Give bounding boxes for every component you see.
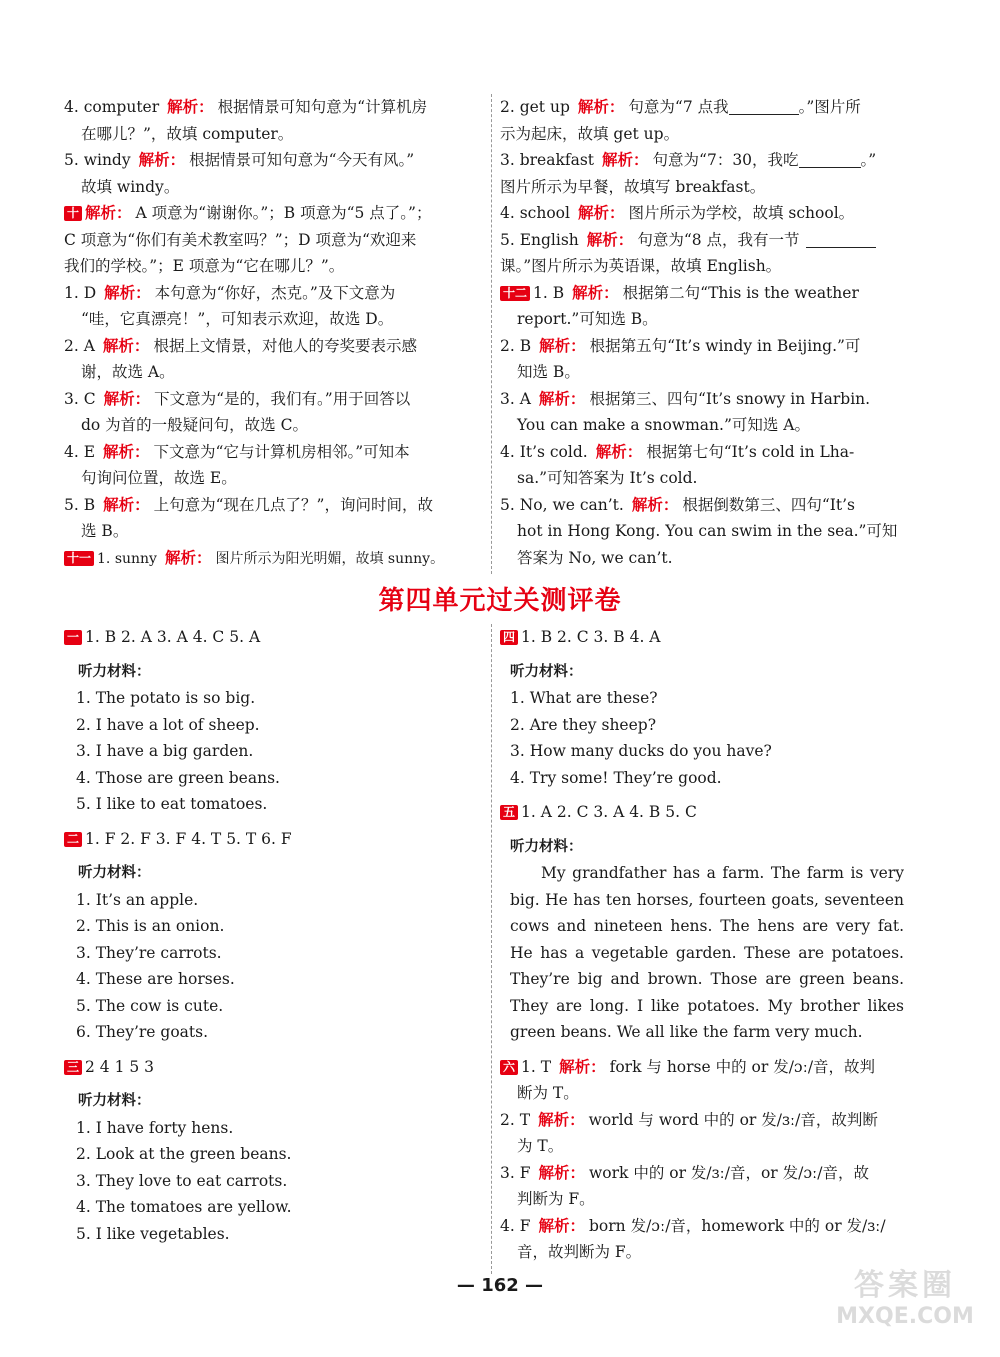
listening-passage: My grandfather has a farm. The farm is very big. He has ten horses, fourteen goats, seventeen cows and nineteen hens. The hens are very fat. He has a vegetable garden. These are potatoes. They’re big and brown. Those are green beans. They are long. I like potatoes. My brother likes green beans. We all like the farm very much. [510,864,904,1041]
listening-heading: 听力材料： [78,1093,151,1109]
answer-line: 2. get up 解析： 句意为“7 点我 。”图片所 [500,98,861,116]
listening-heading: 听力材料： [78,663,151,680]
section-title: 第四单元过关测评卷 [378,586,622,616]
section-badge: 二 [64,832,82,847]
listening-item: 3. How many ducks do you have? [510,742,772,760]
section-badge: 十 [64,206,82,221]
answer-line: sa.”可知答案为 It’s cold. [517,469,698,487]
answer-line: 音，故判断为 F。 [517,1243,642,1261]
listening-item: 1. What are these? [510,689,658,707]
answer-line: 判断为 F。 [517,1190,595,1208]
answer-line: 我们的学校。”；E 项意为“它在哪儿？”。 [64,257,345,275]
listening-item: 4. The tomatoes are yellow. [76,1198,292,1216]
listening-list [64,887,478,1046]
answer-line: 3. C 解析： 下文意为“是的，我们有。”用于回答以 [64,389,411,408]
answer-line: 4. F 解析： born 发/ɔː/音，homework 中的 or 发/ɜː/ [500,1216,886,1235]
answer-line: 选 B。 [81,522,129,540]
top-right-column [500,94,914,571]
listening-heading: 听力材料： [510,838,583,855]
listening-list [64,1115,478,1248]
answer-line: 2. T 解析： world 与 word 中的 or 发/ɜː/音，故判断 [500,1110,878,1129]
fill-blank [799,151,861,168]
section-badge: 四 [500,630,518,645]
answer-line: 为 T。 [517,1137,564,1155]
answer-line: 5. English 解析： 句意为“8 点，我有一节 [500,227,914,254]
listening-item: 2. I have a lot of sheep. [76,715,260,734]
section-badge: 三 [64,1060,82,1075]
answer-line: 3. F 解析： work 中的 or 发/ɜː/音，or 发/ɔː/音，故 [500,1163,869,1182]
answer-key: 三 2 4 1 5 3 [64,1054,478,1081]
listening-list [500,685,904,791]
listening-item: 3. They love to eat carrots. [76,1171,288,1190]
answer-line: 1. D 解析： 本句意为“你好，杰克。”及下文意为 [64,283,396,302]
section-badge: 五 [500,805,518,820]
section-12: 十二 1. B 解析： 根据第二句“This is the weather [500,280,914,307]
section-11: 十一 1. sunny 解析： 图片所示为阳光明媚，故填 sunny。 [64,545,478,573]
answer-line: 4. E 解析： 下文意为“它与计算机房相邻。”可知本 [64,442,410,461]
answer-line: 答案为 No, we can’t. [517,548,673,567]
answer-key: 四 1. B 2. C 3. B 4. A [500,624,904,651]
listening-heading: 听力材料： [78,865,151,881]
answer-line: C 项意为“你们有美术教室吗？”；D 项意为“欢迎来 [64,230,417,249]
answer-line: 断为 T。 [517,1084,579,1102]
answer-key: 五 1. A 2. C 3. A 4. B 5. C [500,799,904,826]
section-badge: 十二 [500,286,530,301]
listening-item: 3. They’re carrots. [76,943,222,962]
answer-line: report.”可知选 B。 [517,310,658,328]
answer-line: 六 1. T 解析： fork 与 horse 中的 or 发/ɔː/音，故判 [500,1054,904,1081]
answer-line: 4. computer 解析： 根据情景可知句意为“计算机房 [64,98,428,116]
column-divider [491,94,492,574]
answer-line: 4. It’s cold. 解析： 根据第七句“It’s cold in Lha- [500,442,855,461]
answer-line: 图片所示为早餐，故填写 breakfast。 [500,177,766,196]
listening-item: 5. I like vegetables. [76,1224,230,1243]
answer-line: hot in Hong Kong. You can swim in the sea.”可知 [517,522,898,540]
answer-key: 二 1. F 2. F 3. F 4. T 5. T 6. F [64,826,478,853]
answer-line: 5. windy 解析： 根据情景可知句意为“今天有风。” [64,151,415,169]
bottom-right-column [500,624,904,1266]
answer-line: 知选 B。 [517,363,580,381]
answer-line: 在哪儿？”，故填 computer。 [81,124,294,143]
answer-line: 2. B 解析： 根据第五句“It’s windy in Beijing.”可 [500,336,861,355]
watermark-logo: 答案圈 MXQE.COM [836,1268,974,1329]
section-10: 十 解析： A 项意为“谢谢你。”；B 项意为“5 点了。”； [64,200,478,227]
answer-line: 2. A 解析： 根据上文情景，对他人的夸奖要表示感 [64,336,417,355]
listening-item: 4. Try some! They’re good. [510,768,722,787]
listening-item: 1. I have forty hens. [76,1118,234,1137]
answer-line: 谢，故选 A。 [81,363,175,381]
section-badge: 六 [500,1060,518,1075]
listening-item: 1. It’s an apple. [76,890,199,909]
listening-list [64,685,478,818]
listening-item: 5. I like to eat tomatoes. [76,795,268,813]
answer-line: You can make a snowman.”可知选 A。 [517,416,810,434]
answer-line: 5. B 解析： 上句意为“现在几点了？”，询问时间，故 [64,495,433,514]
top-left-column [64,94,478,572]
listening-item: 4. These are horses. [76,970,235,988]
bottom-left-column [64,624,478,1247]
column-divider [491,624,492,1274]
listening-item: 1. The potato is so big. [76,689,256,707]
listening-item: 2. Are they sheep? [510,715,657,734]
answer-line: 4. school 解析： 图片所示为学校，故填 school。 [500,204,855,222]
answer-line: 3. A 解析： 根据第三、四句“It’s snowy in Harbin. [500,389,871,408]
answer-line: 示为起床，故填 get up。 [500,124,680,143]
answer-line: 课。”图片所示为英语课，故填 English。 [500,257,782,275]
answer-line: 3. breakfast 解析： 句意为“7：30，我吃 。” [500,151,877,169]
answer-line: do 为首的一般疑问句，故选 C。 [81,416,308,434]
fill-blank [806,231,876,248]
listening-item: 2. This is an onion. [76,917,225,935]
listening-item: 2. Look at the green beans. [76,1145,292,1163]
fill-blank [729,98,799,115]
section-badge: 十一 [64,551,94,566]
answer-line: 句询问位置，故选 E。 [81,469,237,487]
listening-item: 5. The cow is cute. [76,996,224,1015]
section-badge: 一 [64,630,82,645]
listening-item: 6. They’re goats. [76,1023,209,1041]
answer-line: “哇，它真漂亮！”，可知表示欢迎，故选 D。 [81,310,394,328]
listening-item: 3. I have a big garden. [76,742,254,760]
answer-line: 故填 windy。 [81,177,180,196]
listening-heading: 听力材料： [510,663,583,680]
listening-item: 4. Those are green beans. [76,768,280,787]
page-number: — 162 — [456,1275,544,1296]
answer-line: 5. No, we can’t. 解析： 根据倒数第三、四句“It’s [500,495,856,514]
answer-key: 一 1. B 2. A 3. A 4. C 5. A [64,624,478,651]
